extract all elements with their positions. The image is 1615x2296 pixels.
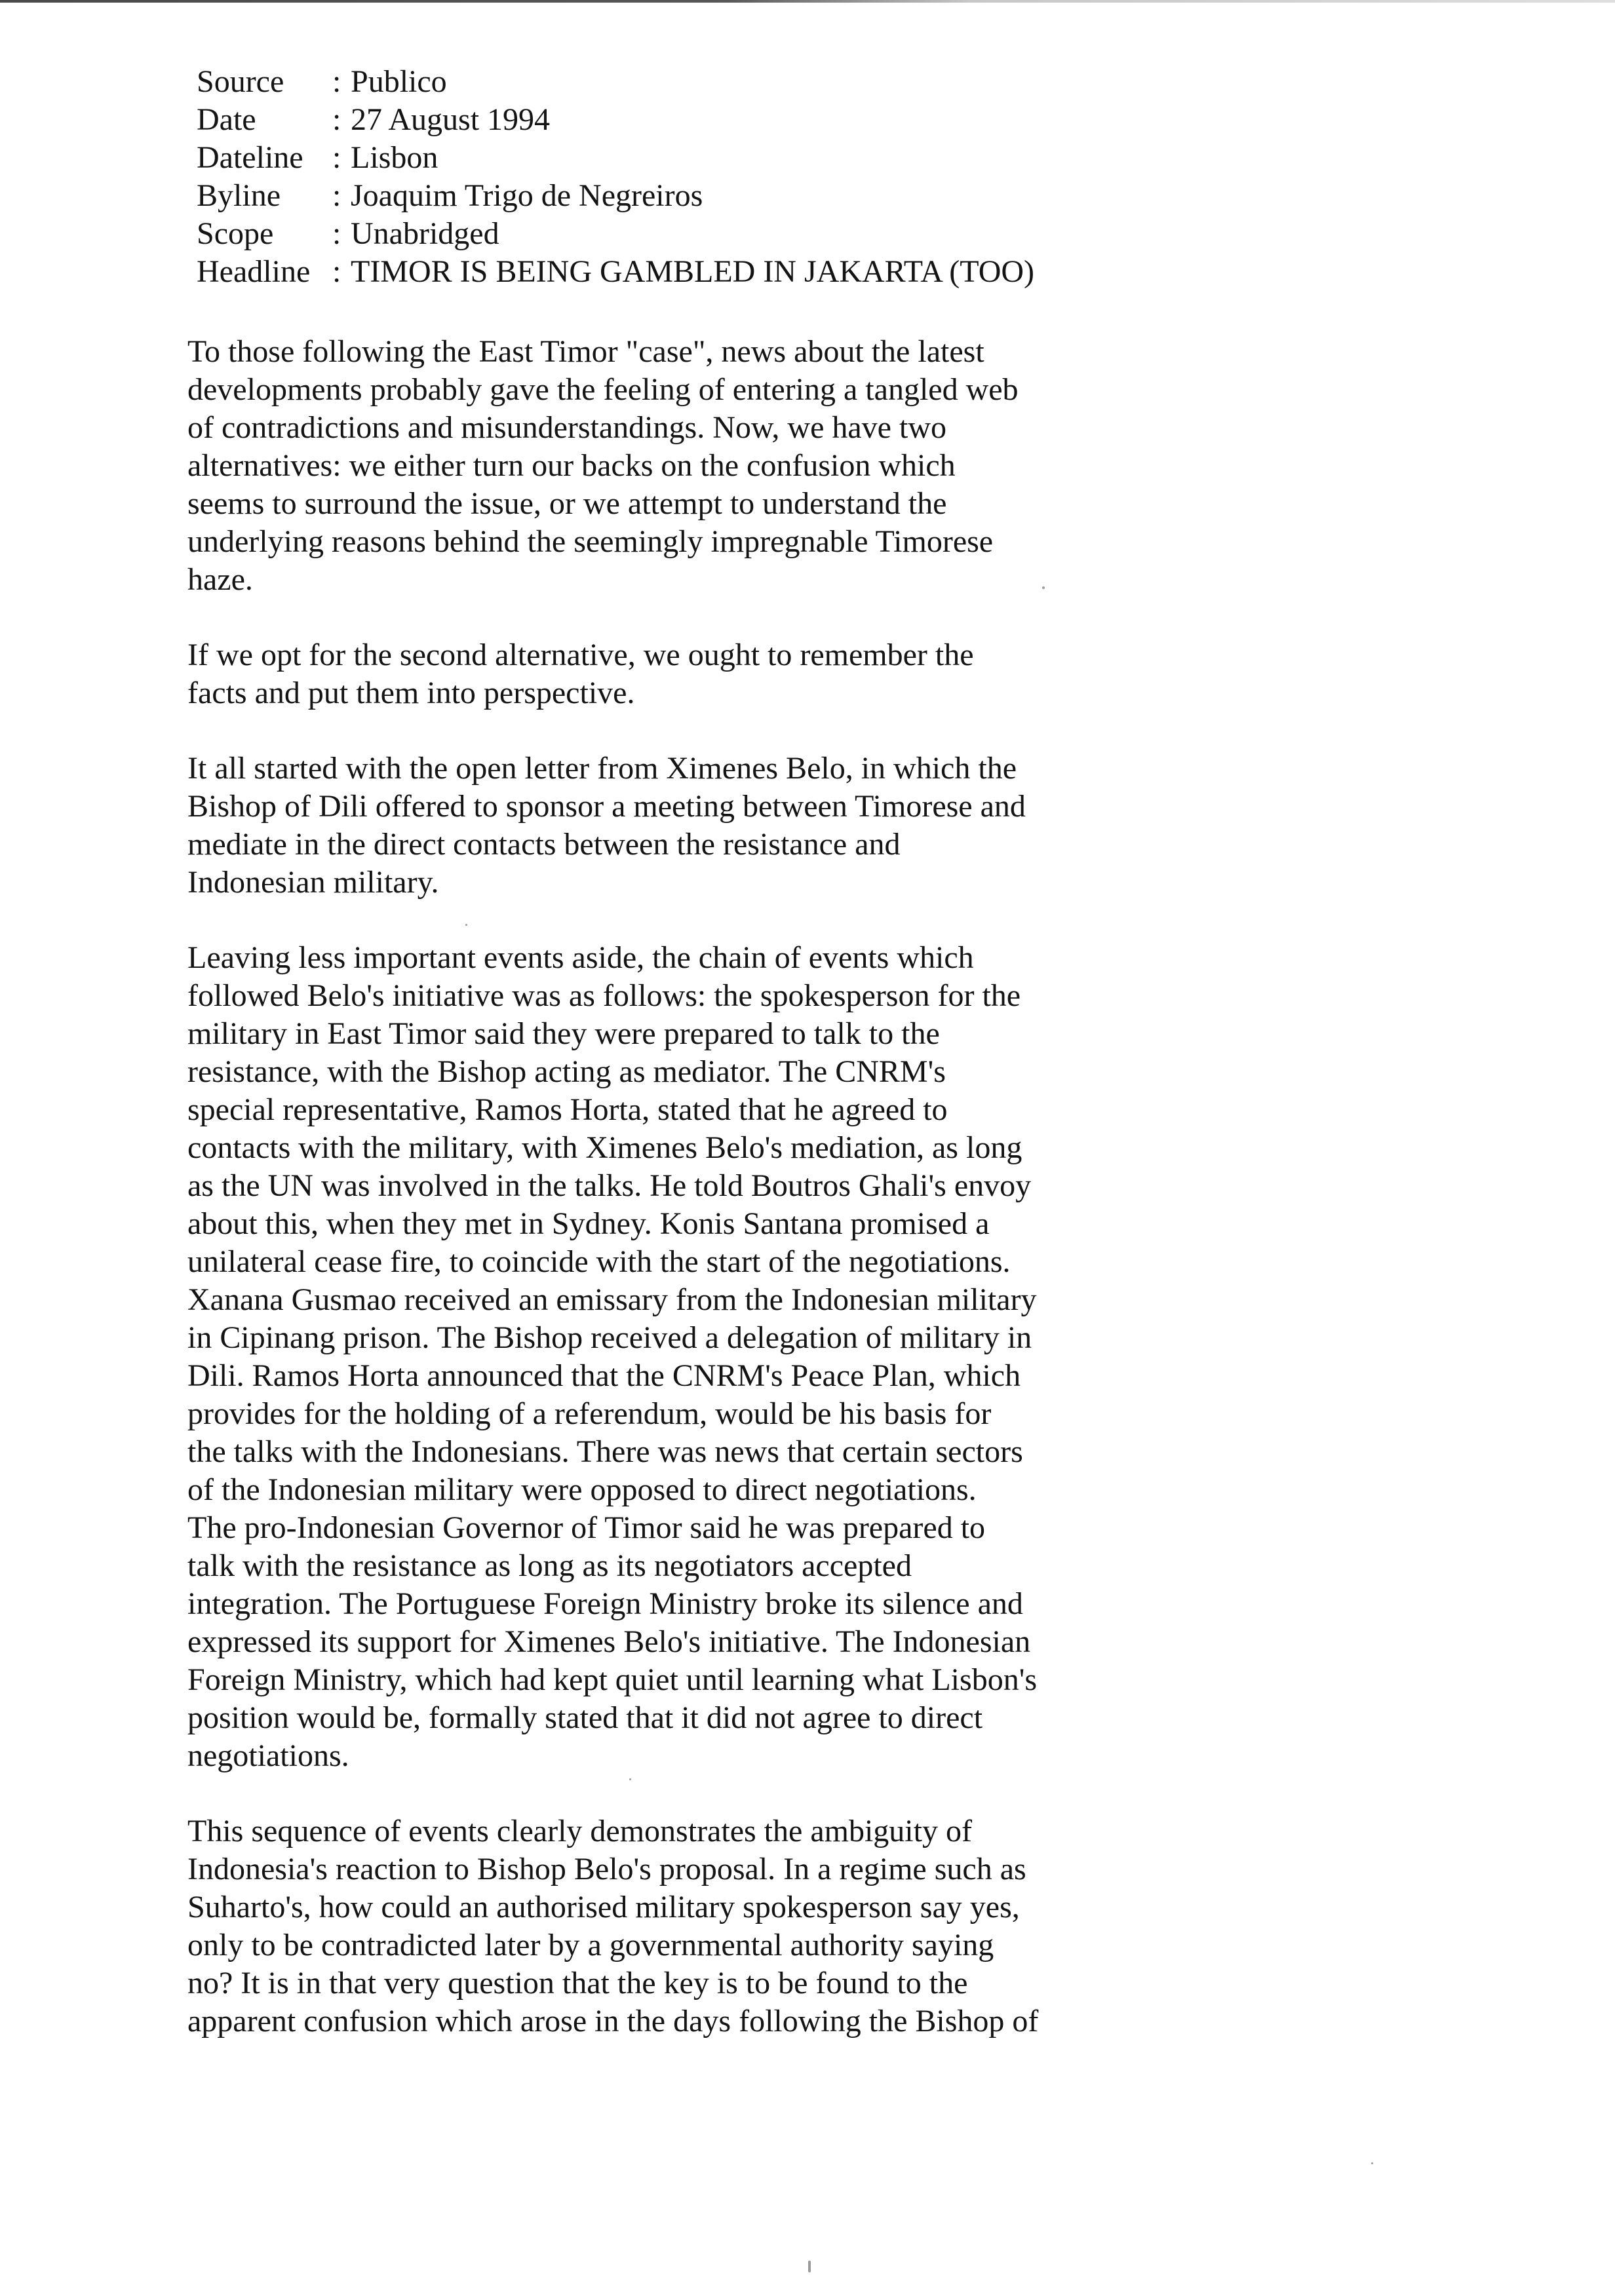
meta-separator: : [332,216,341,251]
meta-row-byline [197,177,1311,215]
text-line: followed Belo's initiative was as follows: the spokesperson for the [187,978,1021,1013]
text-line: Indonesian military. [187,865,439,900]
meta-value-source: Publico [351,64,447,99]
article-paragraph [187,750,1151,902]
text-line: haze. [187,562,253,597]
meta-label: Headline [197,254,311,289]
text-line: talk with the resistance as long as its negotiators accepted [187,1548,912,1583]
text-line: It all started with the open letter from Ximenes Belo, in which the [187,751,1017,786]
text-line: special representative, Ramos Horta, stated that he agreed to [187,1092,948,1127]
text-line: This sequence of events clearly demonstrates the ambiguity of [187,1814,972,1848]
text-line: developments probably gave the feeling of entering a tangled web [187,372,1019,407]
text-line: To those following the East Timor "case", news about the latest [187,334,984,369]
text-line: alternatives: we either turn our backs on the confusion which [187,448,956,483]
text-line: only to be contradicted later by a governmental authority saying [187,1928,994,1962]
meta-separator: : [332,64,341,99]
meta-row-date [197,101,1311,139]
article-paragraph [187,939,1151,1775]
meta-row-scope [197,215,1311,253]
meta-separator: : [332,178,341,213]
text-line: If we opt for the second alternative, we ought to remember the [187,638,974,672]
text-line: mediate in the direct contacts between the resistance and [187,827,901,862]
meta-label: Date [197,102,256,137]
text-line: contacts with the military, with Ximenes Belo's mediation, as long [187,1130,1022,1165]
text-line: seems to surround the issue, or we attempt to understand the [187,486,947,521]
text-line: Leaving less important events aside, the chain of events which [187,940,974,975]
meta-separator: : [332,254,341,289]
text-line: of contradictions and misunderstandings. Now, we have two [187,410,946,445]
text-line: Suharto's, how could an authorised military spokesperson say yes, [187,1890,1020,1924]
scan-speck [1371,2162,1373,2164]
scan-speck [808,2261,811,2272]
meta-label: Dateline [197,140,303,175]
text-line: no? It is in that very question that the key is to be found to the [187,1966,968,2000]
meta-separator: : [332,140,341,175]
article-paragraph [187,636,1151,712]
text-line: The pro-Indonesian Governor of Timor said he was prepared to [187,1510,986,1545]
scan-speck [1042,586,1045,589]
text-line: facts and put them into perspective. [187,676,635,710]
text-line: integration. The Portuguese Foreign Ministry broke its silence and [187,1586,1023,1621]
scan-top-edge-rule [0,0,1615,3]
scan-speck [465,924,467,926]
text-line: Indonesia's reaction to Bishop Belo's proposal. In a regime such as [187,1852,1026,1886]
meta-label: Source [197,64,284,99]
meta-row-headline [197,253,1311,291]
text-line: Xanana Gusmao received an emissary from the Indonesian military [187,1282,1037,1317]
text-line: negotiations. [187,1738,349,1773]
text-line: of the Indonesian military were opposed to direct negotiations. [187,1472,977,1507]
meta-row-source [197,63,1311,101]
text-line: military in East Timor said they were prepared to talk to the [187,1016,940,1051]
meta-row-dateline [197,139,1311,177]
article-body [187,333,1151,2078]
meta-value-byline: Joaquim Trigo de Negreiros [351,178,703,213]
text-line: about this, when they met in Sydney. Konis Santana promised a [187,1206,990,1241]
scan-speck [629,1778,631,1780]
meta-value-date: 27 August 1994 [351,102,551,137]
meta-label: Scope [197,216,274,251]
text-line: as the UN was involved in the talks. He told Boutros Ghali's envoy [187,1168,1032,1203]
document-metadata-header [197,63,1311,291]
article-paragraph [187,1812,1151,2040]
meta-value-headline: TIMOR IS BEING GAMBLED IN JAKARTA (TOO) [351,254,1035,289]
meta-value-dateline: Lisbon [351,140,438,175]
text-line: Foreign Ministry, which had kept quiet until learning what Lisbon's [187,1662,1038,1697]
text-line: underlying reasons behind the seemingly impregnable Timorese [187,524,994,559]
text-line: the talks with the Indonesians. There was news that certain sectors [187,1434,1023,1469]
text-line: unilateral cease fire, to coincide with the start of the negotiations. [187,1244,1011,1279]
text-line: Bishop of Dili offered to sponsor a meeting between Timorese and [187,789,1026,824]
text-line: position would be, formally stated that it did not agree to direct [187,1700,983,1735]
text-line: resistance, with the Bishop acting as mediator. The CNRM's [187,1054,946,1089]
article-paragraph [187,333,1151,599]
meta-separator: : [332,102,341,137]
text-line: in Cipinang prison. The Bishop received a delegation of military in [187,1320,1032,1355]
meta-value-scope: Unabridged [351,216,499,251]
text-line: apparent confusion which arose in the days following the Bishop of [187,2004,1039,2038]
text-line: Dili. Ramos Horta announced that the CNRM's Peace Plan, which [187,1358,1021,1393]
text-line: provides for the holding of a referendum, would be his basis for [187,1396,992,1431]
text-line: expressed its support for Ximenes Belo's initiative. The Indonesian [187,1624,1031,1659]
meta-label: Byline [197,178,281,213]
